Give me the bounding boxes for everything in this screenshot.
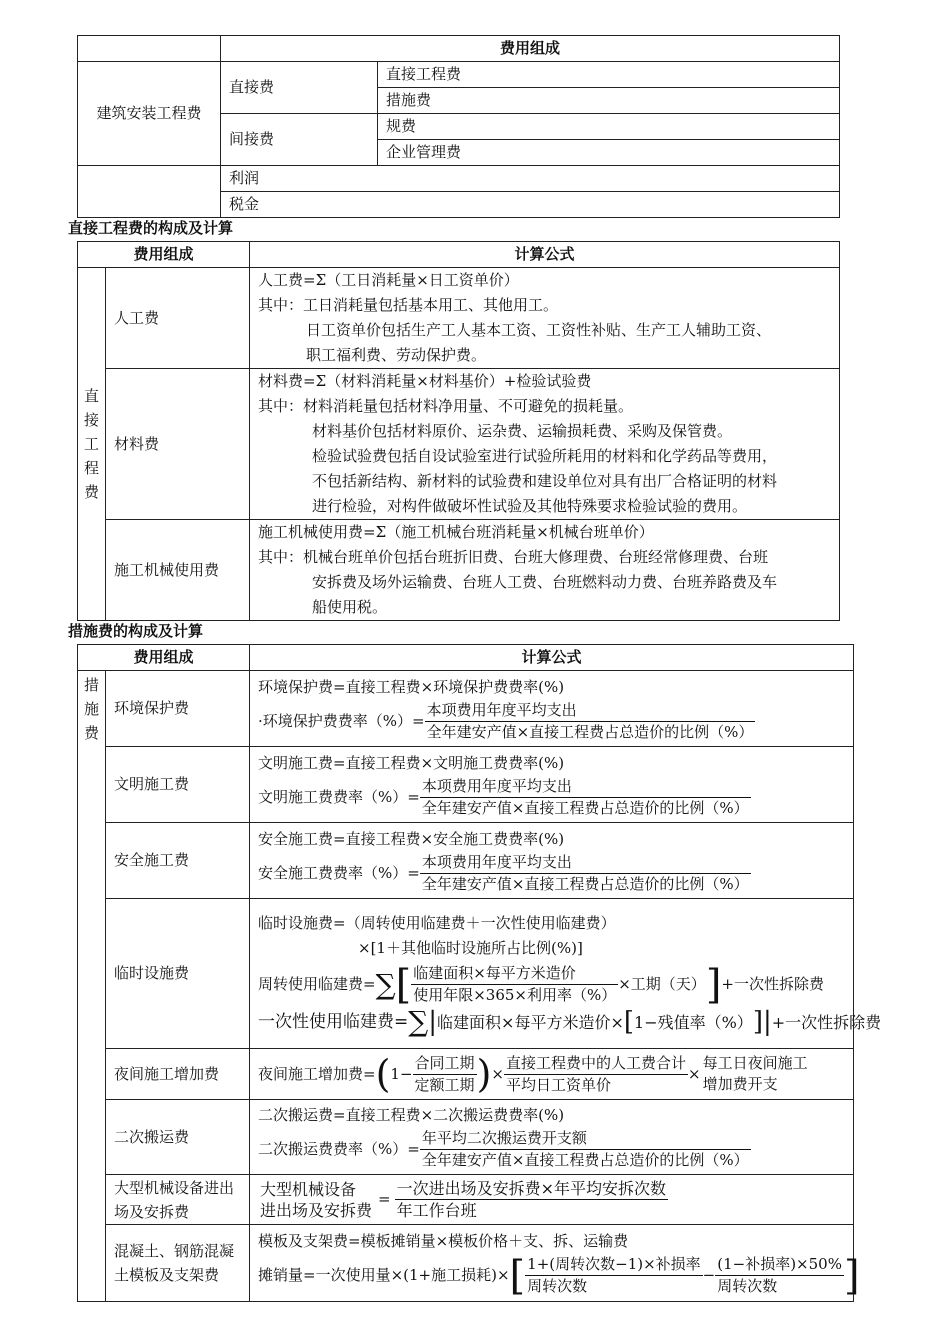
- right-paren: ): [476, 1052, 492, 1096]
- col-formula: 计算公式: [250, 242, 840, 268]
- large-machinery-formula: 大型机械设备 进出场及安拆费 = $\frac{\text{一次进出场及安拆费×年平均安拆次数}}{\text{年工作台班}}$: [250, 1175, 854, 1225]
- col-formula: 计算公式: [250, 645, 854, 671]
- temp-facilities-formula: 临时设施费=（周转使用临建费＋一次性使用临建费） ×[1＋其他临时设施所占比例(%)] 周转使用临建费= ∑ [ $\frac{\text{临建面积×每平方米造价}}{\text{使用年限×365×利用率（\%）}}$ ×工期（天） ] +一次性拆除费 一次性使用临建费= ∑ | 临建面积×每平方米造价× [ 1−残值率（%） ]| +一次性拆除费: [250, 899, 854, 1049]
- machinery-cost-formula: 施工机械使用费=Σ（施工机械台班消耗量×机械台班单价） 其中：机械台班单价包括台班折旧费、台班大修理费、台班经常修理费、台班 安拆费及场外运输费、台班人工费、台班燃料动力费、台班养路费及车 船使用税。: [250, 520, 840, 621]
- profit-label: 利润: [221, 166, 840, 192]
- machinery-cost-label: 施工机械使用费: [106, 520, 250, 621]
- civil-construction-label: 文明施工费: [106, 747, 250, 823]
- night-construction-formula: 夜间施工增加费= ( 1− $\frac{\text{合同工期}}{\text{定额工期}}$ ) × $\frac{\text{直接工程费中的人工费合计}}{\text{平均日工资单价}}$ × 每工日夜间施工 增加费开支: [250, 1049, 854, 1100]
- section-title-direct-engineering: 直接工程费的构成及计算: [68, 219, 234, 237]
- right-bracket: ]: [705, 961, 722, 1008]
- cost-composition-table: [77, 35, 840, 218]
- right-bracket: ]|: [752, 1007, 772, 1037]
- material-cost-label: 材料费: [106, 369, 250, 520]
- env-protection-formula: 环境保护费=直接工程费×环境保护费费率(%) ·环境保护费费率（%）= $\frac{\text{本项费用年度平均支出}}{\text{全年建安产值×直接工程费占总造价的比例（\%）}}$: [250, 671, 854, 747]
- secondary-transport-label: 二次搬运费: [106, 1100, 250, 1175]
- col-cost-composition: 费用组成: [78, 242, 250, 268]
- direct-engineering-cost-table: [77, 241, 840, 621]
- sum-symbol: ∑: [375, 967, 396, 1001]
- large-machinery-label: 大型机械设备进出场及安拆费: [106, 1175, 250, 1225]
- labor-cost-label: 人工费: [106, 268, 250, 369]
- env-protection-label: 环境保护费: [106, 671, 250, 747]
- left-bracket: [: [509, 1252, 526, 1299]
- measure-group-label: 措 施 费: [78, 671, 106, 1302]
- secondary-transport-formula: 二次搬运费=直接工程费×二次搬运费费率(%) 二次搬运费费率（%）= $\frac{\text{年平均二次搬运费开支额}}{\text{全年建安产值×直接工程费占总造价的比例（\%）}}$: [250, 1100, 854, 1175]
- cost-composition-header: 费用组成: [221, 36, 840, 62]
- indirect-cost-label: 间接费: [221, 114, 378, 166]
- direct-engineering-cost: 直接工程费: [378, 62, 840, 88]
- right-bracket: ]: [843, 1252, 860, 1299]
- safety-construction-label: 安全施工费: [106, 823, 250, 899]
- abs-bar: |: [428, 1007, 438, 1037]
- measure-cost: 措施费: [378, 88, 840, 114]
- night-construction-label: 夜间施工增加费: [106, 1049, 250, 1100]
- left-paren: (: [375, 1052, 391, 1096]
- formwork-formula: 模板及支架费=模板摊销量×模板价格＋支、拆、运输费 摊销量=一次使用量×(1+施工损耗)× [ $\frac{\text{1+(周转次数−1)×补损率}}{\text{周转次数}}$ − $\frac{\text{(1−补损率)×50\%}}{\text{周转次数}}$ ]: [250, 1225, 854, 1302]
- left-bracket: [: [395, 961, 412, 1008]
- labor-cost-formula: 人工费=Σ（工日消耗量×日工资单价） 其中：工日消耗量包括基本用工、其他用工。 日工资单价包括生产工人基本工资、工资性补贴、生产工人辅助工资、 职工福利费、劳动保护费。: [250, 268, 840, 369]
- civil-construction-formula: 文明施工费=直接工程费×文明施工费费率(%) 文明施工费费率（%）= $\frac{\text{本项费用年度平均支出}}{\text{全年建安产值×直接工程费占总造价的比例（\%）}}$: [250, 747, 854, 823]
- sum-symbol: ∑: [408, 1005, 429, 1038]
- temp-facilities-label: 临时设施费: [106, 899, 250, 1049]
- safety-construction-formula: 安全施工费=直接工程费×安全施工费费率(%) 安全施工费费率（%）= $\frac{\text{本项费用年度平均支出}}{\text{全年建安产值×直接工程费占总造价的比例（\%）}}$: [250, 823, 854, 899]
- direct-engineering-group-label: 直 接 工 程 费: [78, 268, 106, 621]
- material-cost-formula: 材料费=Σ（材料消耗量×材料基价）+检验试验费 其中：材料消耗量包括材料净用量、不可避免的损耗量。 材料基价包括材料原价、运杂费、运输损耗费、采购及保管费。 检验试验费包括自设试验室进行试验所耗用的材料和化学药品等费用， 不包括新结构、新材料的试验费和建设单位对具有出厂合格证明的材料 进行检验，对构件做破坏性试验及其他特殊要求检验试验的费用。: [250, 369, 840, 520]
- measure-cost-table: [77, 644, 882, 1302]
- empty-cell: [78, 166, 221, 192]
- direct-cost-label: 直接费: [221, 62, 378, 114]
- enterprise-management-fee: 企业管理费: [378, 140, 840, 166]
- tax-label: 税金: [221, 192, 840, 218]
- formwork-label: 混凝土、钢筋混凝土模板及支架费: [106, 1225, 250, 1302]
- empty-cell: [78, 192, 221, 218]
- building-install-cost-label: 建筑安装工程费: [78, 62, 221, 166]
- section-title-measure-cost: 措施费的构成及计算: [68, 622, 204, 640]
- fees: 规费: [378, 114, 840, 140]
- empty-header-cell: [78, 36, 221, 62]
- left-bracket: [: [623, 1007, 635, 1037]
- col-cost-composition: 费用组成: [78, 645, 250, 671]
